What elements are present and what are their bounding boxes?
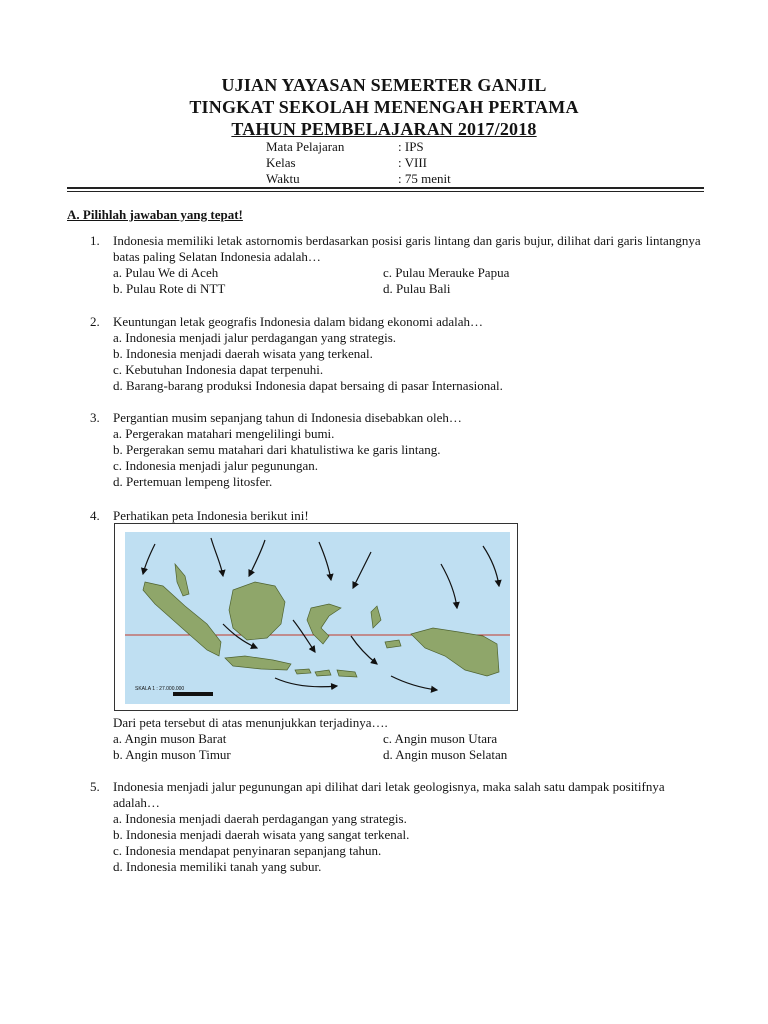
option-c: c. Angin muson Utara bbox=[383, 731, 498, 746]
option-b: b. Indonesia menjadi daerah wisata yang terkenal. bbox=[113, 346, 373, 361]
option-d: d. Angin muson Selatan bbox=[383, 747, 508, 762]
question-2 bbox=[90, 314, 710, 394]
option-c: c. Indonesia menjadi jalur pegunungan. bbox=[113, 458, 319, 473]
option-b: b. Indonesia menjadi daerah wisata yang sangat terkenal. bbox=[113, 827, 410, 842]
option-d: d. Pertemuan lempeng litosfer. bbox=[113, 474, 273, 489]
option-c: c. Indonesia mendapat penyinaran sepanjang tahun. bbox=[113, 843, 382, 858]
meta-time-value: : 75 menit bbox=[398, 171, 451, 186]
header-divider-thin bbox=[67, 191, 704, 192]
meta-time-label: Waktu bbox=[266, 171, 300, 186]
map-scale-label: SKALA 1 : 27.000.000 bbox=[135, 686, 185, 692]
question-options bbox=[113, 426, 710, 490]
question-4 bbox=[90, 508, 710, 524]
map-scale-bar bbox=[173, 692, 213, 696]
option-d: d. Indonesia memiliki tanah yang subur. bbox=[113, 859, 322, 874]
meta-subject-value: : IPS bbox=[398, 139, 424, 154]
option-a: a. Indonesia menjadi jalur perdagangan yang strategis. bbox=[113, 330, 397, 345]
exam-title-line-1: UJIAN YAYASAN SEMERTER GANJIL bbox=[221, 75, 547, 95]
question-number: 3. bbox=[90, 410, 100, 425]
question-text: Pergantian musim sepanjang tahun di Indonesia disebabkan oleh… bbox=[113, 410, 462, 425]
question-options bbox=[113, 330, 710, 394]
exam-title-line-2: TINGKAT SEKOLAH MENENGAH PERTAMA bbox=[189, 97, 579, 117]
question-options bbox=[113, 811, 710, 875]
option-b: b. Pergerakan semu matahari dari khatulistiwa ke garis lintang. bbox=[113, 442, 441, 457]
question-options bbox=[113, 265, 710, 297]
option-d: d. Pulau Bali bbox=[383, 281, 451, 296]
question-5 bbox=[90, 779, 710, 875]
exam-title-line-3: TAHUN PEMBELAJARAN 2017/2018 bbox=[231, 119, 537, 139]
question-text: Keuntungan letak geografis Indonesia dalam bidang ekonomi adalah… bbox=[113, 314, 484, 329]
question-number: 5. bbox=[90, 779, 100, 794]
question-number: 4. bbox=[90, 508, 100, 523]
map-caption: Dari peta tersebut di atas menunjukkan terjadinya…. bbox=[113, 715, 388, 730]
header-divider-thick bbox=[67, 187, 704, 189]
option-a: a. Angin muson Barat bbox=[113, 731, 227, 746]
question-text: Indonesia menjadi jalur pegunungan api dilihat dari letak geologisnya, maka salah satu dampak positifnya adalah… bbox=[113, 779, 665, 810]
option-c: c. Kebutuhan Indonesia dapat terpenuhi. bbox=[113, 362, 324, 377]
option-b: b. Pulau Rote di NTT bbox=[113, 281, 226, 296]
question-text: Indonesia memiliki letak astornomis berdasarkan posisi garis lintang dan garis bujur, dilihat dari garis lintangnya batas paling Selatan Indonesia adalah… bbox=[113, 233, 701, 264]
indonesia-monsoon-map bbox=[114, 523, 518, 711]
option-a: a. Indonesia menjadi daerah perdagangan yang strategis. bbox=[113, 811, 407, 826]
meta-class-label: Kelas bbox=[266, 155, 296, 170]
question-text: Perhatikan peta Indonesia berikut ini! bbox=[113, 508, 309, 523]
question-number: 2. bbox=[90, 314, 100, 329]
meta-subject-label: Mata Pelajaran bbox=[266, 139, 345, 154]
option-d: d. Barang-barang produksi Indonesia dapat bersaing di pasar Internasional. bbox=[113, 378, 503, 393]
option-a: a. Pergerakan matahari mengelilingi bumi. bbox=[113, 426, 335, 441]
question-3 bbox=[90, 410, 710, 490]
option-c: c. Pulau Merauke Papua bbox=[383, 265, 510, 280]
option-a: a. Pulau We di Aceh bbox=[113, 265, 219, 280]
option-b: b. Angin muson Timur bbox=[113, 747, 231, 762]
meta-class-value: : VIII bbox=[398, 155, 428, 170]
question-4-after-map bbox=[113, 715, 713, 763]
section-title: A. Pilihlah jawaban yang tepat! bbox=[67, 207, 243, 222]
question-number: 1. bbox=[90, 233, 100, 248]
question-1 bbox=[90, 233, 710, 297]
map-image bbox=[115, 524, 517, 710]
